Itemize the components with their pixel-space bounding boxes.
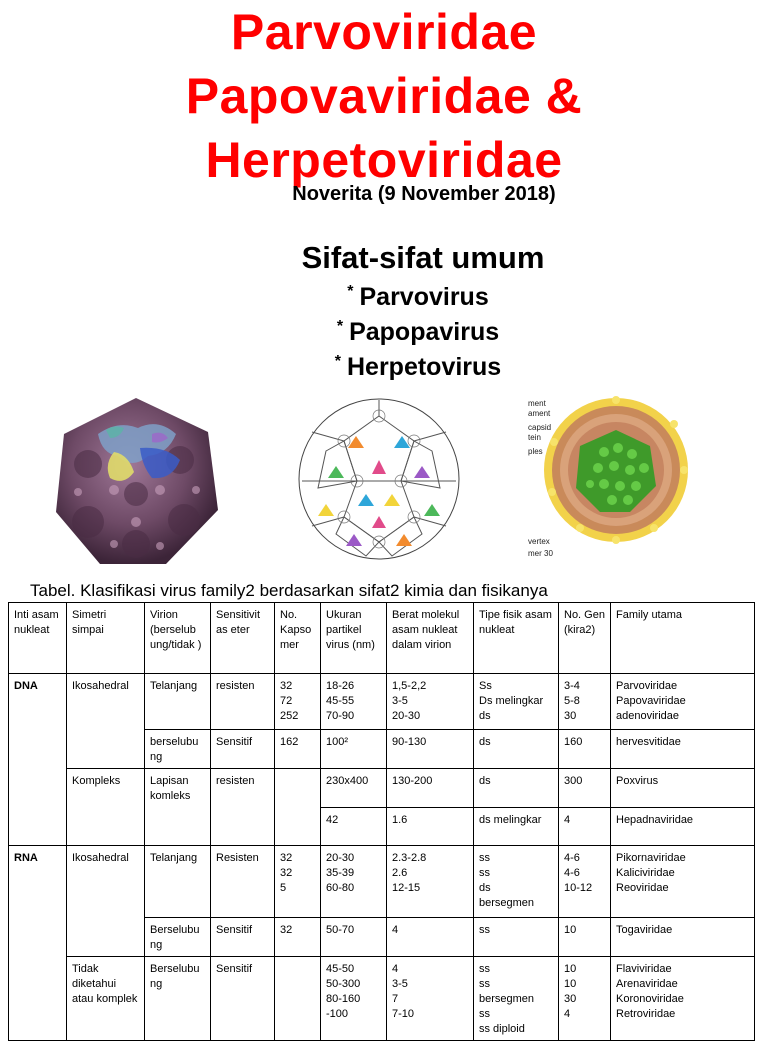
table-cell: resisten <box>211 769 275 846</box>
table-cell: 2.3-2.8 2.6 12-15 <box>387 846 474 918</box>
header-cell: Inti asam nukleat <box>9 603 67 674</box>
table-cell: ds melingkar <box>474 808 559 846</box>
table-cell: Resisten <box>211 846 275 918</box>
table-cell: Ikosahedral <box>67 846 145 957</box>
herpesvirus-structure-image <box>524 396 692 562</box>
table-cell: Kompleks <box>67 769 145 846</box>
table-cell: Tidak diketahui atau komplek <box>67 957 145 1041</box>
parvovirus-capsid-image <box>48 394 224 570</box>
table-cell: 230x400 <box>321 769 387 808</box>
table-cell: 10 <box>559 918 611 957</box>
label-vertex: vertex <box>528 537 550 546</box>
table-cell: ss ss ds bersegmen <box>474 846 559 918</box>
table-cell: Sensitif <box>211 918 275 957</box>
table-cell: 1,5-2,2 3-5 20-30 <box>387 674 474 730</box>
bullet-herpetovirus: * Herpetovirus <box>334 353 502 381</box>
header-cell: Simetri simpai <box>67 603 145 674</box>
table-cell: Berselubu ng <box>145 957 211 1041</box>
table-cell: 18-26 45-55 70-90 <box>321 674 387 730</box>
label-tein: tein <box>528 433 541 442</box>
table-cell: Poxvirus <box>611 769 755 808</box>
header-cell: No. Gen (kira2) <box>559 603 611 674</box>
label-ment: ment <box>528 399 546 408</box>
table-cell: ds <box>474 730 559 769</box>
table-cell: Sensitif <box>211 957 275 1041</box>
label-ament: ament <box>528 409 551 418</box>
table-cell: berselubu ng <box>145 730 211 769</box>
table-cell: 10 10 30 4 <box>559 957 611 1041</box>
table-cell: ss ss bersegmen ss ss diploid <box>474 957 559 1041</box>
table-cell: 32 <box>275 918 321 957</box>
author-date: Noverita (9 November 2018) <box>292 183 556 205</box>
header-cell: Berat molekul asam nukleat dalam virion <box>387 603 474 674</box>
table-cell <box>275 957 321 1041</box>
virus-classification-table <box>8 602 755 1041</box>
table-cell-empty <box>275 769 321 846</box>
table-cell: 300 <box>559 769 611 808</box>
table-cell: Ss Ds melingkar ds <box>474 674 559 730</box>
table-cell: 162 <box>275 730 321 769</box>
table-cell: Ikosahedral <box>67 674 145 769</box>
table-row <box>9 846 755 918</box>
label-mer: mer 30 <box>528 549 553 558</box>
table-cell: 32 72 252 <box>275 674 321 730</box>
table-cell: 1.6 <box>387 808 474 846</box>
table-caption: Tabel. Klasifikasi virus family2 berdasarkan sifat2 kimia dan fisikanya <box>30 581 548 600</box>
table-cell: Sensitif <box>211 730 275 769</box>
label-ples: ples <box>528 447 543 456</box>
table-cell: Lapisan komleks <box>145 769 211 846</box>
title-line-2: Papovaviridae & <box>185 68 583 124</box>
table-cell: 20-30 35-39 60-80 <box>321 846 387 918</box>
table-cell: Telanjang <box>145 846 211 918</box>
table-cell: 130-200 <box>387 769 474 808</box>
table-cell: 50-70 <box>321 918 387 957</box>
header-cell: Sensitivit as eter <box>211 603 275 674</box>
table-cell: ds <box>474 769 559 808</box>
header-cell: Virion (berselub ung/tidak ) <box>145 603 211 674</box>
table-cell: 32 32 5 <box>275 846 321 918</box>
header-cell: Family utama <box>611 603 755 674</box>
header-cell: No. Kapso mer <box>275 603 321 674</box>
table-cell: 42 <box>321 808 387 846</box>
table-cell: 90-130 <box>387 730 474 769</box>
table-cell: Parvoviridae Papovaviridae adenoviridae <box>611 674 755 730</box>
table-cell: 4 3-5 7 7-10 <box>387 957 474 1041</box>
title-line-1: Parvoviridae <box>230 4 538 60</box>
table-cell: 3-4 5-8 30 <box>559 674 611 730</box>
table-cell: 160 <box>559 730 611 769</box>
nucleic-acid-dna: DNA <box>9 674 67 846</box>
table-cell: Pikornaviridae Kaliciviridae Reoviridae <box>611 846 755 918</box>
subheading: Sifat-sifat umum <box>301 240 545 275</box>
table-row <box>9 674 755 730</box>
header-cell: Ukuran partikel virus (nm) <box>321 603 387 674</box>
table-cell: 4 <box>387 918 474 957</box>
header-cell: Tipe fisik asam nukleat <box>474 603 559 674</box>
title-line-3: Herpetoviridae <box>205 132 563 188</box>
table-cell: resisten <box>211 674 275 730</box>
papovavirus-capsid-diagram <box>296 396 462 562</box>
table-cell: Telanjang <box>145 674 211 730</box>
table-cell: 100² <box>321 730 387 769</box>
bullet-papopavirus: * Papopavirus <box>336 318 500 346</box>
table-row <box>9 957 755 1041</box>
table-cell: 4-6 4-6 10-12 <box>559 846 611 918</box>
bullet-parvovirus: * Parvovirus <box>347 283 489 311</box>
table-cell: 4 <box>559 808 611 846</box>
table-cell: Hepadnaviridae <box>611 808 755 846</box>
nucleic-acid-rna: RNA <box>9 846 67 1041</box>
table-cell: ss <box>474 918 559 957</box>
table-cell: Berselubu ng <box>145 918 211 957</box>
table-row <box>9 769 755 808</box>
label-capsid: capsid <box>528 423 552 432</box>
table-header-row <box>9 603 755 674</box>
table-cell: Flaviviridae Arenaviridae Koronoviridae Retroviridae <box>611 957 755 1041</box>
table-cell: Togaviridae <box>611 918 755 957</box>
table-cell: 45-50 50-300 80-160 -100 <box>321 957 387 1041</box>
table-cell: hervesvitidae <box>611 730 755 769</box>
